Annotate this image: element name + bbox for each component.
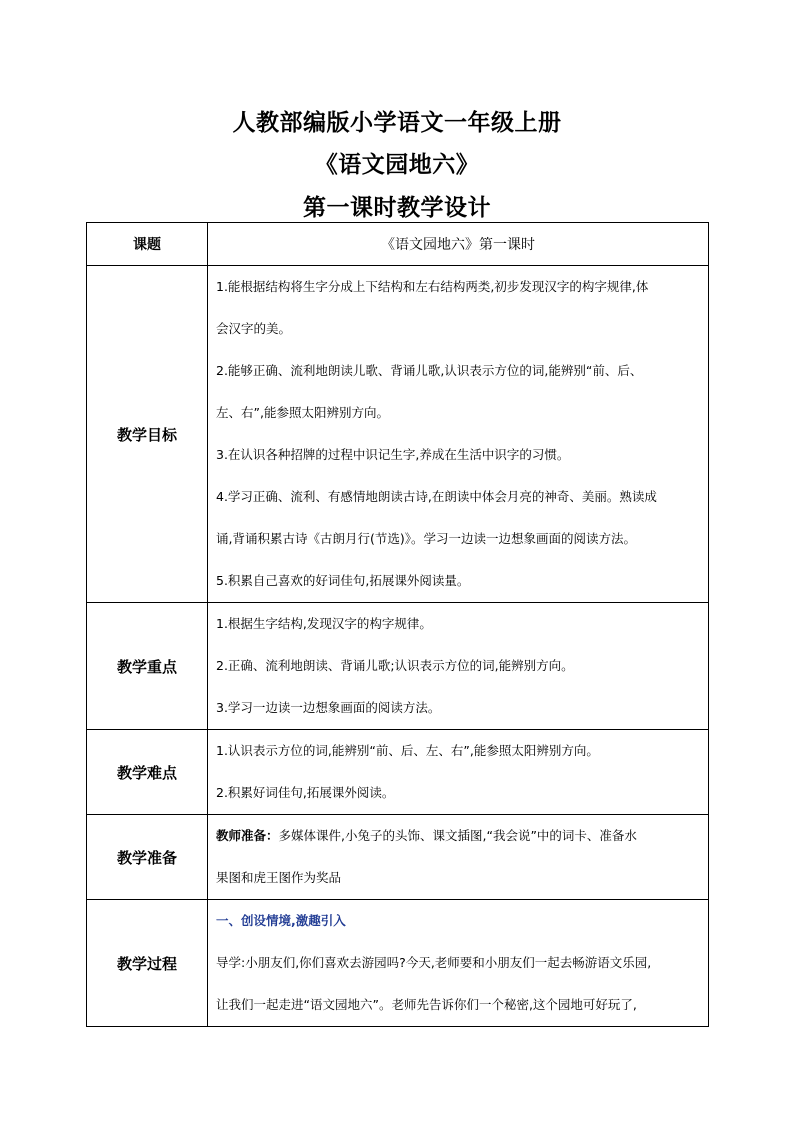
goal-line: 1.能根据结构将生字分成上下结构和左右结构两类,初步发现汉字的构字规律,体 bbox=[216, 279, 649, 294]
key-points-cell bbox=[208, 603, 709, 730]
difficulties-label: 教学难点 bbox=[87, 730, 208, 815]
goal-line: 3.在认识各种招牌的过程中识记生字,养成在生活中识字的习惯。 bbox=[216, 447, 570, 462]
lesson-plan-table bbox=[86, 222, 709, 1027]
table-row bbox=[87, 266, 709, 603]
goal-line: 会汉字的美。 bbox=[216, 321, 292, 336]
difficulty-line: 2.积累好词佳句,拓展课外阅读。 bbox=[216, 785, 395, 800]
process-cell bbox=[208, 900, 709, 1027]
goal-line: 诵,背诵积累古诗《古朗月行(节选)》。学习一边读一边想象画面的阅读方法。 bbox=[216, 531, 636, 546]
table-row bbox=[87, 223, 709, 266]
goals-cell bbox=[208, 266, 709, 603]
table-row bbox=[87, 815, 709, 900]
goals-label: 教学目标 bbox=[87, 266, 208, 603]
table-row bbox=[87, 730, 709, 815]
key-point-line: 2.正确、流利地朗读、背诵儿歌;认识表示方位的词,能辨别方向。 bbox=[216, 658, 574, 673]
goal-line: 4.学习正确、流利、有感情地朗读古诗,在朗读中体会月亮的神奇、美丽。熟读成 bbox=[216, 489, 657, 504]
goal-line: 5.积累自己喜欢的好词佳句,拓展课外阅读量。 bbox=[216, 573, 470, 588]
process-label: 教学过程 bbox=[87, 900, 208, 1027]
topic-label: 课题 bbox=[87, 223, 208, 266]
doc-title-line1: 人教部编版小学语文一年级上册 bbox=[232, 110, 562, 136]
table-row bbox=[87, 603, 709, 730]
process-line: 导学:小朋友们,你们喜欢去游园吗?今天,老师要和小朋友们一起去畅游语文乐园, bbox=[216, 955, 652, 970]
goal-line: 2.能够正确、流利地朗读儿歌、背诵儿歌,认识表示方位的词,能辨别“前、后、 bbox=[216, 363, 643, 378]
goal-line: 左、右”,能参照太阳辨别方向。 bbox=[216, 405, 389, 420]
preparation-label: 教学准备 bbox=[87, 815, 208, 900]
preparation-text: 多媒体课件,小兔子的头饰、课文插图,“我会说”中的词卡、准备水 bbox=[278, 828, 637, 843]
difficulties-cell bbox=[208, 730, 709, 815]
preparation-lead: 教师准备： bbox=[216, 828, 279, 843]
preparation-cell bbox=[208, 815, 709, 900]
topic-value: 《语文园地六》第一课时 bbox=[208, 223, 709, 266]
process-line: 让我们一起走进“语文园地六”。老师先告诉你们一个秘密,这个园地可好玩了, bbox=[216, 997, 637, 1012]
key-point-line: 1.根据生字结构,发现汉字的构字规律。 bbox=[216, 616, 432, 631]
table-row bbox=[87, 900, 709, 1027]
key-points-label: 教学重点 bbox=[87, 603, 208, 730]
key-point-line: 3.学习一边读一边想象画面的阅读方法。 bbox=[216, 700, 441, 715]
doc-title-line3: 第一课时教学设计 bbox=[303, 195, 491, 221]
doc-title-line2: 《语文园地六》 bbox=[314, 152, 480, 178]
process-section-heading: 一、创设情境,激趣引入 bbox=[216, 913, 346, 928]
difficulty-line: 1.认识表示方位的词,能辨别“前、后、左、右”,能参照太阳辨别方向。 bbox=[216, 743, 599, 758]
preparation-line bbox=[216, 815, 702, 857]
preparation-line: 果图和虎王图作为奖品 bbox=[216, 870, 342, 885]
